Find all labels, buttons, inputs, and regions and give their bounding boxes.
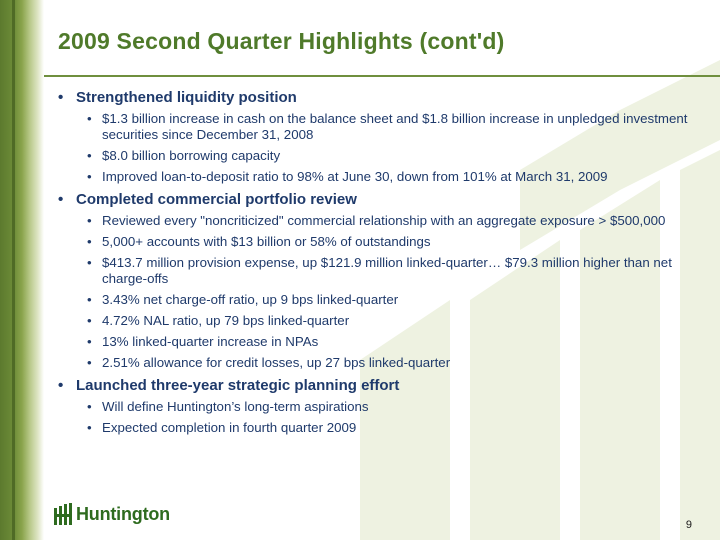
- bullet-item: [56, 148, 696, 164]
- section-liquidity: [56, 88, 696, 185]
- bullet-text: 2.51% allowance for credit losses, up 27 bps linked-quarter: [102, 355, 451, 370]
- bullet-text: 4.72% NAL ratio, up 79 bps linked-quarter: [102, 313, 350, 328]
- bullet-content: [56, 88, 696, 441]
- heading-text: Launched three-year strategic planning effort: [76, 377, 400, 394]
- bullet-text: Expected completion in fourth quarter 2009: [102, 420, 357, 435]
- bullet-icon: •: [87, 234, 92, 249]
- bullet-item: [56, 234, 696, 250]
- page-title: 2009 Second Quarter Highlights (cont'd): [58, 28, 505, 54]
- bullet-icon: •: [87, 355, 92, 370]
- huntington-logo-icon: [54, 503, 72, 527]
- bullet-icon: •: [58, 377, 64, 394]
- bullet-icon: •: [87, 255, 92, 270]
- bullet-icon: •: [58, 89, 64, 106]
- bullet-text: 13% linked-quarter increase in NPAs: [102, 334, 319, 349]
- bullet-icon: •: [87, 148, 92, 163]
- bullet-item: [56, 355, 696, 371]
- bullet-icon: •: [87, 334, 92, 349]
- bullet-item: [56, 334, 696, 350]
- section-portfolio-review: [56, 190, 696, 371]
- bullet-text: 5,000+ accounts with $13 billion or 58% of outstandings: [102, 234, 431, 249]
- section-strategic-planning: [56, 376, 696, 436]
- bullet-text: Reviewed every "noncriticized" commercial relationship with an aggregate exposure > $500,000: [102, 213, 666, 228]
- bullet-text: Will define Huntington’s long-term aspirations: [102, 399, 369, 414]
- bullet-icon: •: [58, 191, 64, 208]
- heading-text: Strengthened liquidity position: [76, 89, 297, 106]
- bullet-item: [56, 313, 696, 329]
- bullet-item: [56, 399, 696, 415]
- logo-wordmark: Huntington: [76, 504, 170, 524]
- bullet-text: $1.3 billion increase in cash on the balance sheet and $1.8 billion increase in unpledged investment securities since December 31, 2008: [102, 111, 688, 142]
- bullet-item: [56, 213, 696, 229]
- bullet-icon: •: [87, 420, 92, 435]
- bullet-icon: •: [87, 213, 92, 228]
- bullet-item: [56, 292, 696, 308]
- bullet-icon: •: [87, 111, 92, 126]
- bullet-text: $8.0 billion borrowing capacity: [102, 148, 281, 163]
- section-heading: [56, 190, 696, 209]
- bullet-icon: •: [87, 313, 92, 328]
- bullet-item: [56, 111, 696, 143]
- bullet-text: $413.7 million provision expense, up $121.9 million linked-quarter… $79.3 million higher than net charge-offs: [102, 255, 672, 286]
- title-divider: [44, 75, 720, 77]
- section-heading: [56, 88, 696, 107]
- bullet-item: [56, 169, 696, 185]
- bullet-icon: •: [87, 399, 92, 414]
- bullet-text: 3.43% net charge-off ratio, up 9 bps linked-quarter: [102, 292, 399, 307]
- bullet-item: [56, 420, 696, 436]
- bullet-item: [56, 255, 696, 287]
- page-number: 9: [685, 519, 692, 531]
- bullet-icon: •: [87, 169, 92, 184]
- heading-text: Completed commercial portfolio review: [76, 191, 357, 208]
- section-heading: [56, 376, 696, 395]
- bullet-icon: •: [87, 292, 92, 307]
- bullet-text: Improved loan-to-deposit ratio to 98% at June 30, down from 101% at March 31, 2009: [102, 169, 608, 184]
